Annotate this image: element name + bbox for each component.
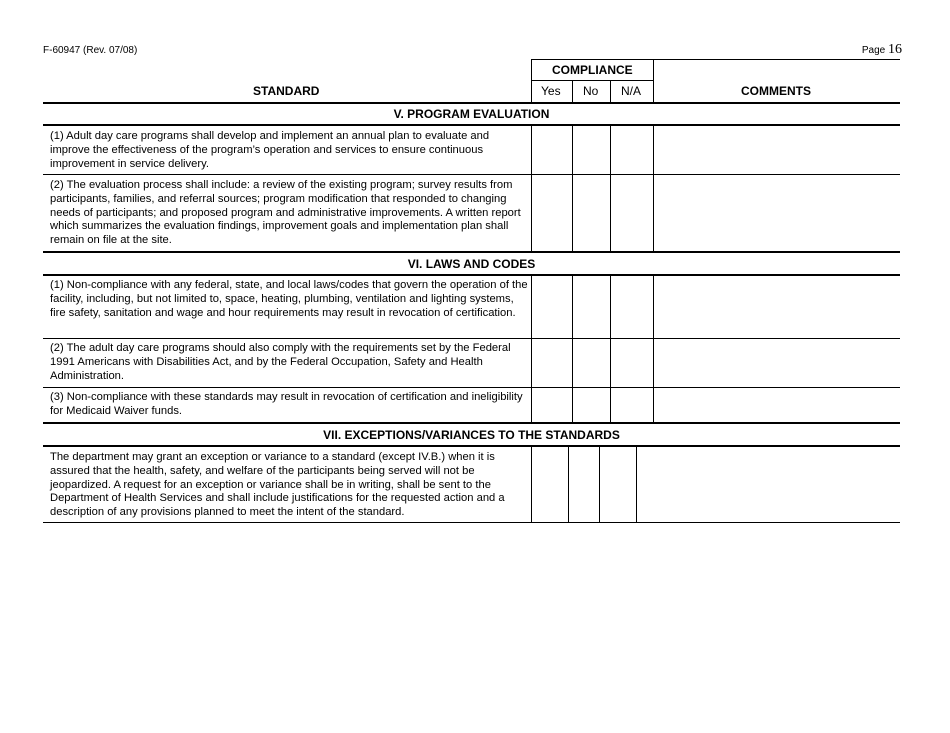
yes-header: Yes [541, 84, 561, 98]
standard-text: (2) The adult day care programs should also comply with the requirements set by the Federal 1991 Americans with Disabilities Act, and by the Federal Occupation, Safety and Health Administration. [50, 342, 511, 382]
page-number-value: 16 [888, 42, 902, 57]
header-top-line-comments [653, 59, 900, 60]
header-vline-2 [572, 80, 573, 103]
section-end-line [43, 251, 900, 253]
col-line-comments [653, 275, 654, 423]
compliance-header: COMPLIANCE [552, 63, 633, 77]
section-title-exceptions-variances: VII. EXCEPTIONS/VARIANCES TO THE STANDARDS [323, 428, 620, 442]
header-vline-3 [610, 80, 611, 103]
col-line-yes [531, 446, 532, 523]
page-label: Page [861, 45, 886, 56]
form-id: F-60947 (Rev. 07/08) [43, 45, 138, 56]
table-bottom-line [43, 522, 900, 523]
section-vii-line [43, 445, 900, 447]
col-line-no [568, 446, 569, 523]
comments-header: COMMENTS [741, 84, 811, 98]
row-line [43, 174, 900, 175]
standard-header: STANDARD [253, 84, 320, 98]
row-line [43, 338, 900, 339]
standard-text: (1) Non-compliance with any federal, state, and local laws/codes that govern the operation of the facility, including, but not limited to, space, heating, plumbing, ventilation and lighting systems, fire safety, sanitation and wage and hour requirements may result in revocation of certification. [50, 279, 528, 319]
section-title-laws-and-codes: VI. LAWS AND CODES [407, 257, 536, 271]
row-line [43, 387, 900, 388]
section-title-program-evaluation: V. PROGRAM EVALUATION [393, 107, 550, 121]
na-header: N/A [621, 84, 642, 98]
compliance-cell-yes[interactable] [532, 126, 572, 174]
header-top-line [531, 59, 653, 60]
no-header: No [583, 84, 599, 98]
standard-text: The department may grant an exception or variance to a standard (except IV.B.) when it is assured that the health, safety, and welfare of the participants being served will not be jeopardized. A request for an exception or variance shall be in writing, shall be sent to the Department of Health Services and shall include justifications for the requested action and a description of any provisions planned to meet the intent of the standard. [50, 451, 505, 519]
header-bottom-line [43, 102, 900, 104]
compliance-cell-na[interactable] [611, 126, 653, 174]
col-line-comments [636, 446, 637, 523]
compliance-divider [531, 80, 653, 81]
compliance-cell-no[interactable] [573, 126, 610, 174]
page-number [862, 42, 902, 58]
col-line-yes [531, 275, 532, 423]
col-line-na [599, 446, 600, 523]
col-line-no [572, 275, 573, 423]
section-vi-line [43, 274, 900, 276]
header-vline-4 [653, 59, 654, 103]
col-line-na [610, 275, 611, 423]
header-vline-1 [531, 59, 532, 103]
comments-cell[interactable] [654, 126, 900, 174]
section-end-line [43, 422, 900, 424]
standard-text: (2) The evaluation process shall include: a review of the existing program; survey results from participants, families, and referral sources; program modification that responded to changing needs of participants; and proposed program and administrative improvements. A written report which summarizes the evaluation findings, improvement goals and implementation plan shall remain on file at the site. [50, 179, 521, 247]
standard-text: (3) Non-compliance with these standards may result in revocation of certification and ineligibility for Medicaid Waiver funds. [50, 391, 523, 417]
standard-text: (1) Adult day care programs shall develop and implement an annual plan to evaluate and improve the effectiveness of the program’s operation and services to ensure continuous improvement in service delivery. [50, 130, 490, 170]
